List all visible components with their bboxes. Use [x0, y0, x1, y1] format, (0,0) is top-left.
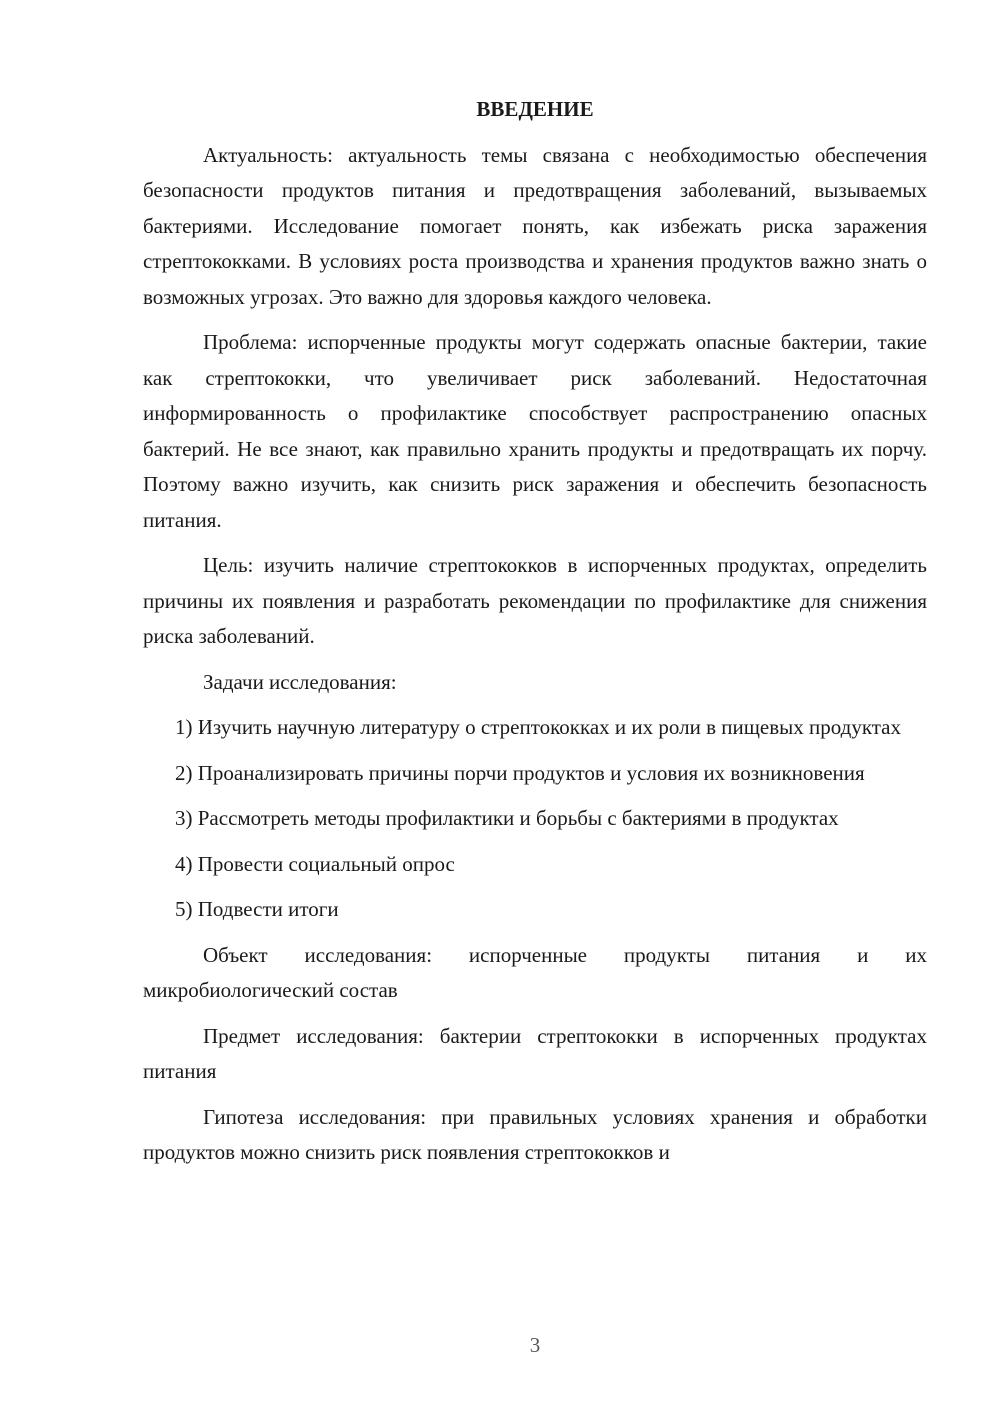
task-item-2: 2) Проанализировать причины порчи продуктов и условия их возникновения [175, 760, 865, 785]
paragraph-hypothesis: Гипотеза исследования: при правильных условиях хранения и обработки продуктов можно снизить риск появления стрептококков и [143, 1104, 927, 1164]
paragraph-problem: Проблема: испорченные продукты могут содержать опасные бактерии, такие как стрептококки, что увеличивает риск заболеваний. Недостаточная информированность о профилактике способствует распространению опасных бактерий. Не все знают, как правильно хранить продукты и предотвращать их порчу. Поэтому важно изучить, как снизить риск заражения и обеспечить безопасность питания. [143, 330, 927, 532]
paragraph-goal: Цель: изучить наличие стрептококков в испорченных продуктах, определить причины их появления и разработать рекомендации по профилактике для снижения риска заболеваний. [143, 553, 927, 648]
tasks-heading: Задачи исследования: [203, 669, 397, 694]
paragraph-subject: Предмет исследования: бактерии стрептококки в испорченных продуктах питания [143, 1023, 927, 1083]
task-item-1: 1) Изучить научную литературу о стрептококках и их роли в пищевых продуктах [175, 715, 901, 739]
task-item-3: 3) Рассмотреть методы профилактики и борьбы с бактериями в продуктах [175, 806, 839, 830]
paragraph-relevance: Актуальность: актуальность темы связана с необходимостью обеспечения безопасности продуктов питания и предотвращения заболеваний, вызываемых бактериями. Исследование помогает понять, как избежать риска заражения стрептококками. В условиях роста производства и хранения продуктов важно знать о возможных угрозах. Это важно для здоровья каждого человека. [143, 142, 927, 309]
page-content [143, 92, 927, 1181]
task-item-5: 5) Подвести итоги [175, 897, 339, 921]
page-number: 3 [529, 1333, 541, 1357]
page-title: ВВЕДЕНИЕ [476, 97, 594, 121]
paragraph-object: Объект исследования: испорченные продукты питания и их микробиологический состав [143, 942, 927, 1002]
task-item-4: 4) Провести социальный опрос [175, 851, 455, 876]
